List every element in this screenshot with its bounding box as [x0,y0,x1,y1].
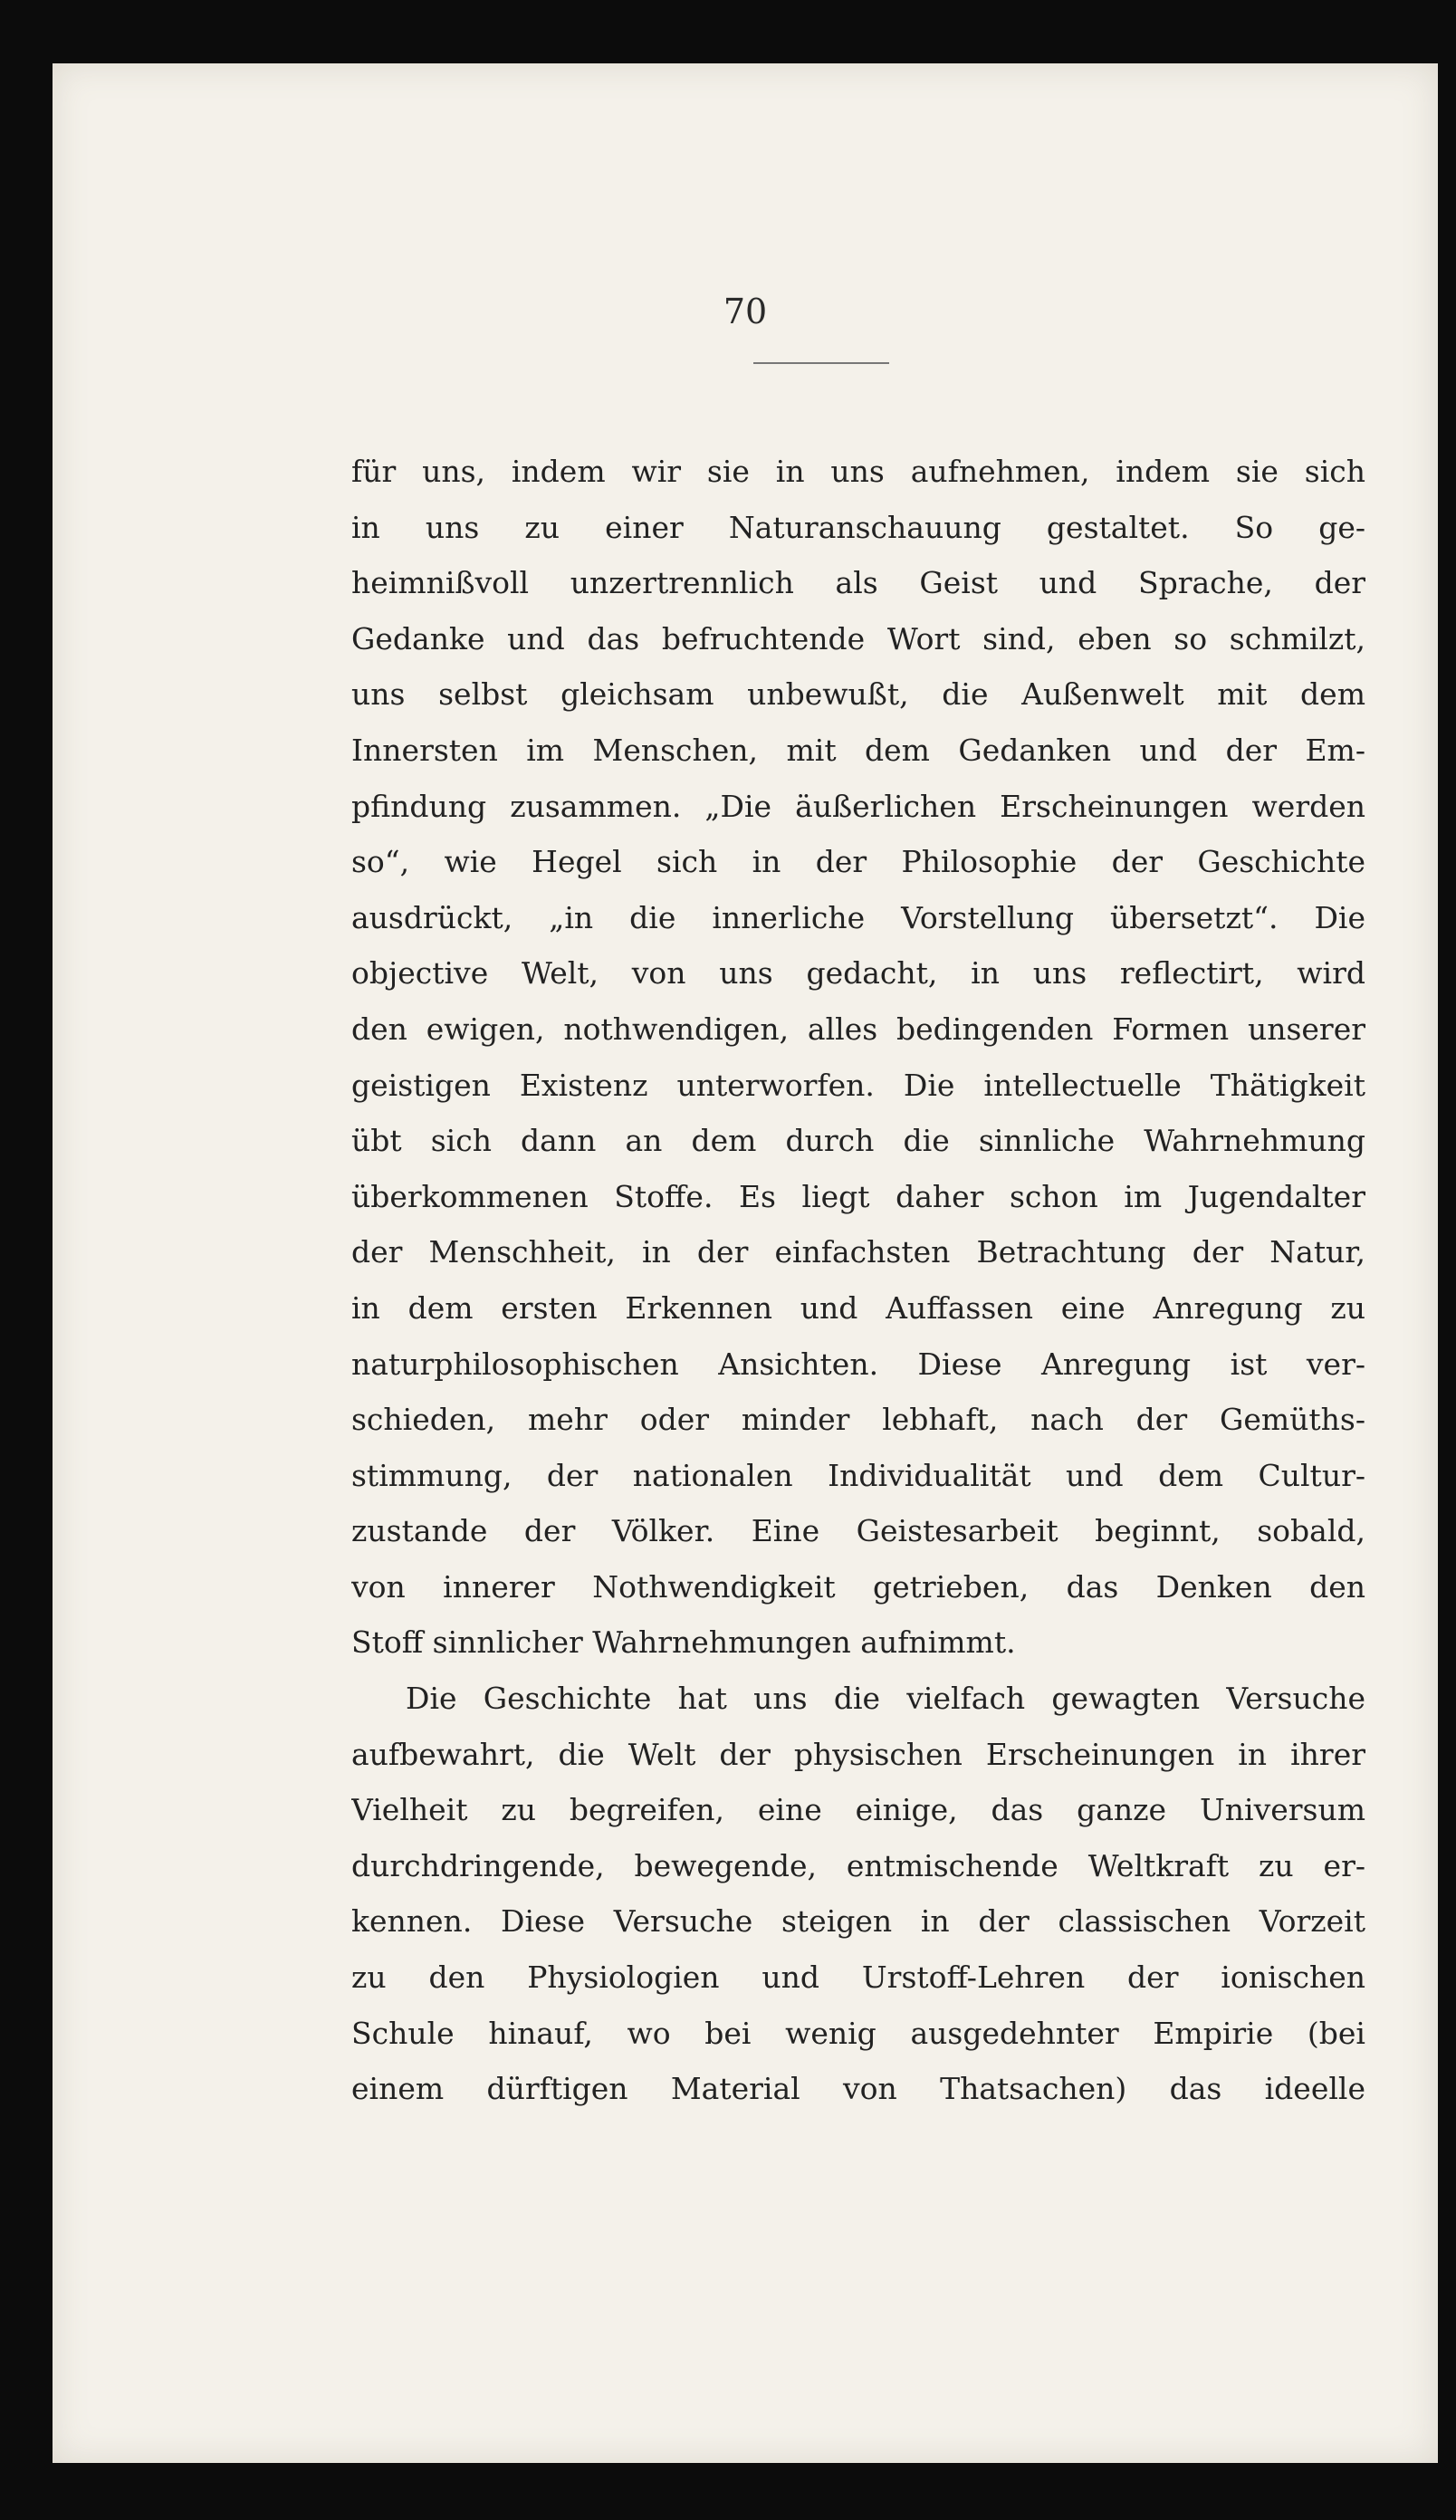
text-line: in dem ersten Erkennen und Auffassen eine Anregung zu [351,1289,1365,1326]
page-number: 70 [723,292,768,331]
text-line: Die Geschichte hat uns die vielfach gewagten Versuche [406,1681,1365,1717]
text-line: Vielheit zu begreifen, eine einige, das ganze Universum [351,1792,1365,1828]
text-line: kennen. Diese Versuche steigen in der classischen Vorzeit [351,1903,1365,1940]
text-line: in uns zu einer Naturanschauung gestaltet. So ge- [351,509,1365,545]
text-line: objective Welt, von uns gedacht, in uns reflectirt, wird [351,955,1365,992]
text-line: geistigen Existenz unterworfen. Die intellectuelle Thätigkeit [351,1067,1365,1103]
text-line: überkommenen Stoffe. Es liegt daher schon im Jugendalter [351,1178,1365,1214]
text-line: pfindung zusammen. „Die äußerlichen Erscheinungen werden [351,788,1365,824]
text-line: für uns, indem wir sie in uns aufnehmen, indem sie sich [351,454,1365,489]
text-line: von innerer Nothwendigkeit getrieben, das Denken den [351,1568,1365,1605]
text-line: einem dürftigen Material von Thatsachen) das ideelle [351,2071,1365,2107]
paragraph-2 [351,1671,1365,2117]
text-line: Gedanke und das befruchtende Wort sind, eben so schmilzt, [351,620,1365,656]
text-line: Schule hinauf, wo bei wenig ausgedehnter Empirie (bei [351,2015,1365,2051]
text-line: den ewigen, nothwendigen, alles bedingenden Formen unserer [351,1011,1365,1047]
text-line: schieden, mehr oder minder lebhaft, nach der Gemüths- [351,1402,1365,1438]
text-line: ausdrückt, „in die innerliche Vorstellung übersetzt“. Die [351,899,1365,935]
text-line: zu den Physiologien und Urstoff-Lehren der ionischen [351,1959,1365,1996]
text-line: uns selbst gleichsam unbewußt, die Außenwelt mit dem [351,676,1365,713]
text-line: so“, wie Hegel sich in der Philosophie der Geschichte [351,844,1365,880]
header-rule [753,362,889,364]
paragraph-1 [351,444,1365,1671]
text-line: zustande der Völker. Eine Geistesarbeit beginnt, sobald, [351,1513,1365,1549]
text-line: Innersten im Menschen, mit dem Gedanken und der Em- [351,732,1365,768]
text-line: stimmung, der nationalen Individualität und dem Cultur- [351,1457,1365,1493]
text-line: naturphilosophischen Ansichten. Diese Anregung ist ver- [351,1346,1365,1382]
text-line: heimnißvoll unzertrennlich als Geist und Sprache, der [351,565,1365,601]
body-text [351,444,1365,2117]
paper-page [53,63,1438,2463]
text-line: aufbewahrt, die Welt der physischen Erscheinungen in ihrer [351,1736,1365,1772]
text-line: durchdringende, bewegende, entmischende Weltkraft zu er- [351,1847,1365,1883]
text-line: übt sich dann an dem durch die sinnliche Wahrnehmung [351,1123,1365,1159]
text-line: der Menschheit, in der einfachsten Betrachtung der Natur, [351,1234,1365,1270]
text-line: Stoff sinnlicher Wahrnehmungen aufnimmt. [351,1624,1016,1661]
